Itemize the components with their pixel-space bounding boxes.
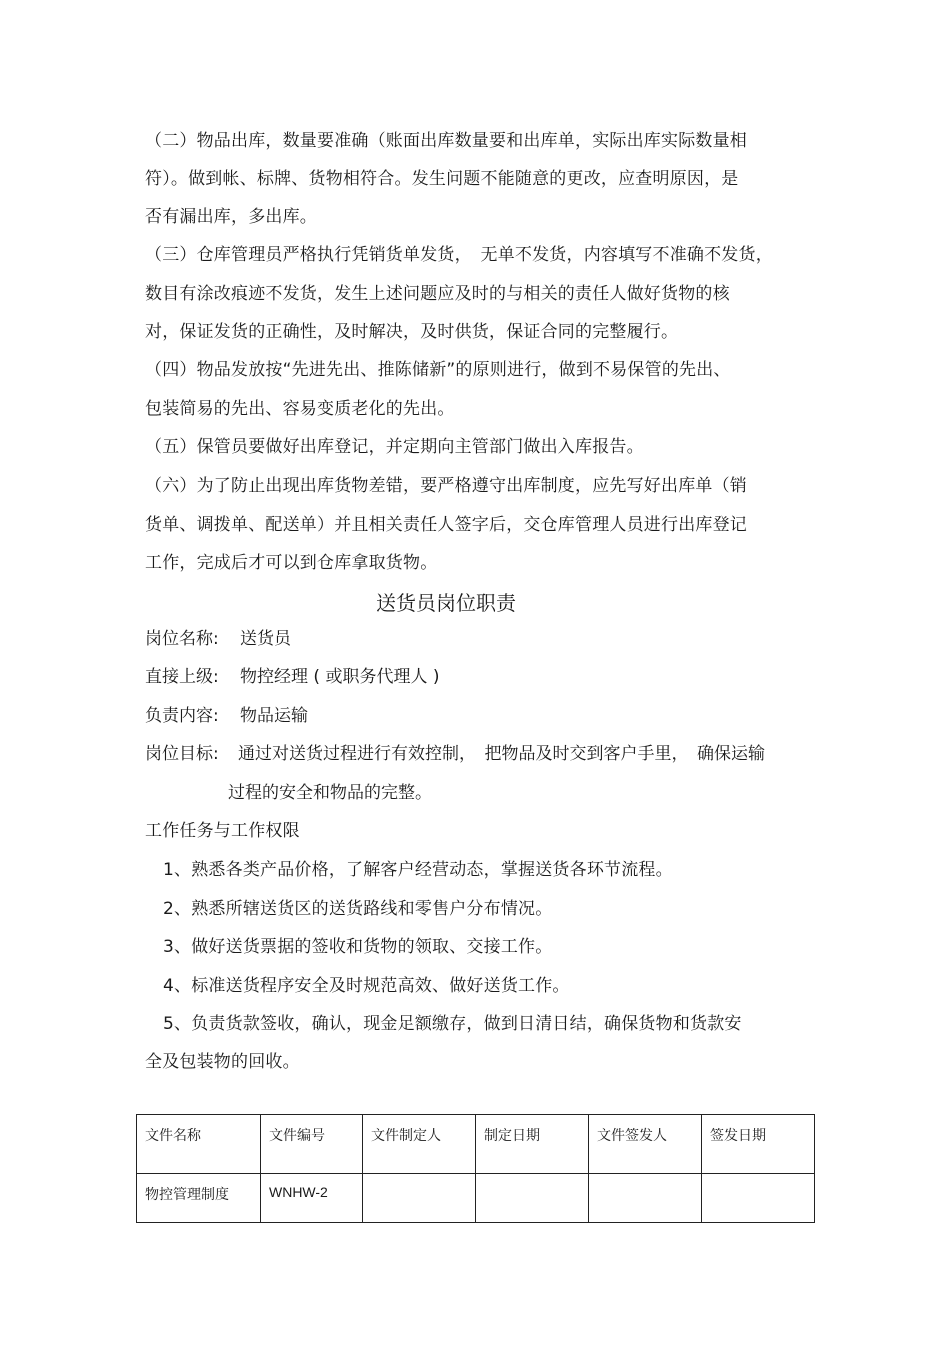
rule-line: 符）。做到帐、标牌、货物相符合。发生问题不能随意的更改，应查明原因，是 (145, 169, 739, 189)
rule-line: （四）物品发放按“先进先出、推陈储新”的原则进行，做到不易保管的先出、 (145, 360, 731, 380)
cell-doc-name: 物控管理制度 (137, 1174, 261, 1223)
rule-line: （二）物品出库，数量要准确（账面出库数量要和出库单，实际出库实际数量相 (145, 131, 747, 151)
task-item-continuation: 全及包装物的回收。 (145, 1052, 300, 1072)
rule-line: 否有漏出库，多出库。 (145, 207, 317, 227)
document-info-table (136, 1114, 815, 1223)
rule-line: 货单、调拨单、配送单）并且相关责任人签字后，交仓库管理人员进行出库登记 (145, 515, 747, 535)
rule-line: 数目有涂改痕迹不发货，发生上述问题应及时的与相关的责任人做好货物的核 (145, 284, 730, 304)
task-item: 3、做好送货票据的签收和货物的领取、交接工作。 (163, 937, 553, 957)
position-name-value: 送货员 (240, 629, 291, 649)
task-item: 4、标准送货程序安全及时规范高效、做好送货工作。 (163, 976, 570, 996)
rule-line: 工作，完成后才可以到仓库拿取货物。 (145, 553, 438, 573)
rule-line: 对，保证发货的正确性，及时解决，及时供货，保证合同的完整履行。 (145, 322, 679, 342)
goal-value-line2: 过程的安全和物品的完整。 (228, 783, 432, 803)
rule-line: （五）保管员要做好出库登记，并定期向主管部门做出入库报告。 (145, 437, 644, 457)
cell-issue-date (702, 1174, 815, 1223)
header-issuer: 文件签发人 (589, 1115, 702, 1174)
header-created-date: 制定日期 (476, 1115, 589, 1174)
goal-label: 岗位目标: (145, 744, 219, 764)
table-header-row (137, 1115, 815, 1174)
task-item: 1、熟悉各类产品价格，了解客户经营动态，掌握送货各环节流程。 (163, 860, 673, 880)
header-issue-date: 签发日期 (702, 1115, 815, 1174)
header-doc-name: 文件名称 (137, 1115, 261, 1174)
rule-line: 包装简易的先出、容易变质老化的先出。 (145, 399, 455, 419)
page-title: 送货员岗位职责 (376, 591, 516, 615)
superior-label: 直接上级: (145, 667, 219, 687)
cell-author (363, 1174, 476, 1223)
header-doc-number: 文件编号 (261, 1115, 363, 1174)
rule-line: （三）仓库管理员严格执行凭销货单发货， 无单不发货，内容填写不准确不发货， (145, 245, 773, 265)
cell-created-date (476, 1174, 589, 1223)
task-item: 2、熟悉所辖送货区的送货路线和零售户分布情况。 (163, 899, 553, 919)
responsibility-value: 物品运输 (240, 706, 308, 726)
cell-doc-number: WNHW-2 (261, 1174, 363, 1223)
superior-value: 物控经理 ( 或职务代理人 ) (240, 667, 440, 687)
goal-value-line1: 通过对送货过程进行有效控制， 把物品及时交到客户手里， 确保运输 (238, 744, 765, 764)
header-author: 文件制定人 (363, 1115, 476, 1174)
cell-issuer (589, 1174, 702, 1223)
table-row (137, 1174, 815, 1223)
position-name-label: 岗位名称: (145, 629, 219, 649)
tasks-heading: 工作任务与工作权限 (145, 821, 300, 841)
responsibility-label: 负责内容: (145, 706, 219, 726)
rule-line: （六）为了防止出现出库货物差错，要严格遵守出库制度，应先写好出库单（销 (145, 476, 747, 496)
task-item: 5、负责货款签收，确认，现金足额缴存，做到日清日结，确保货物和货款安 (163, 1014, 742, 1034)
